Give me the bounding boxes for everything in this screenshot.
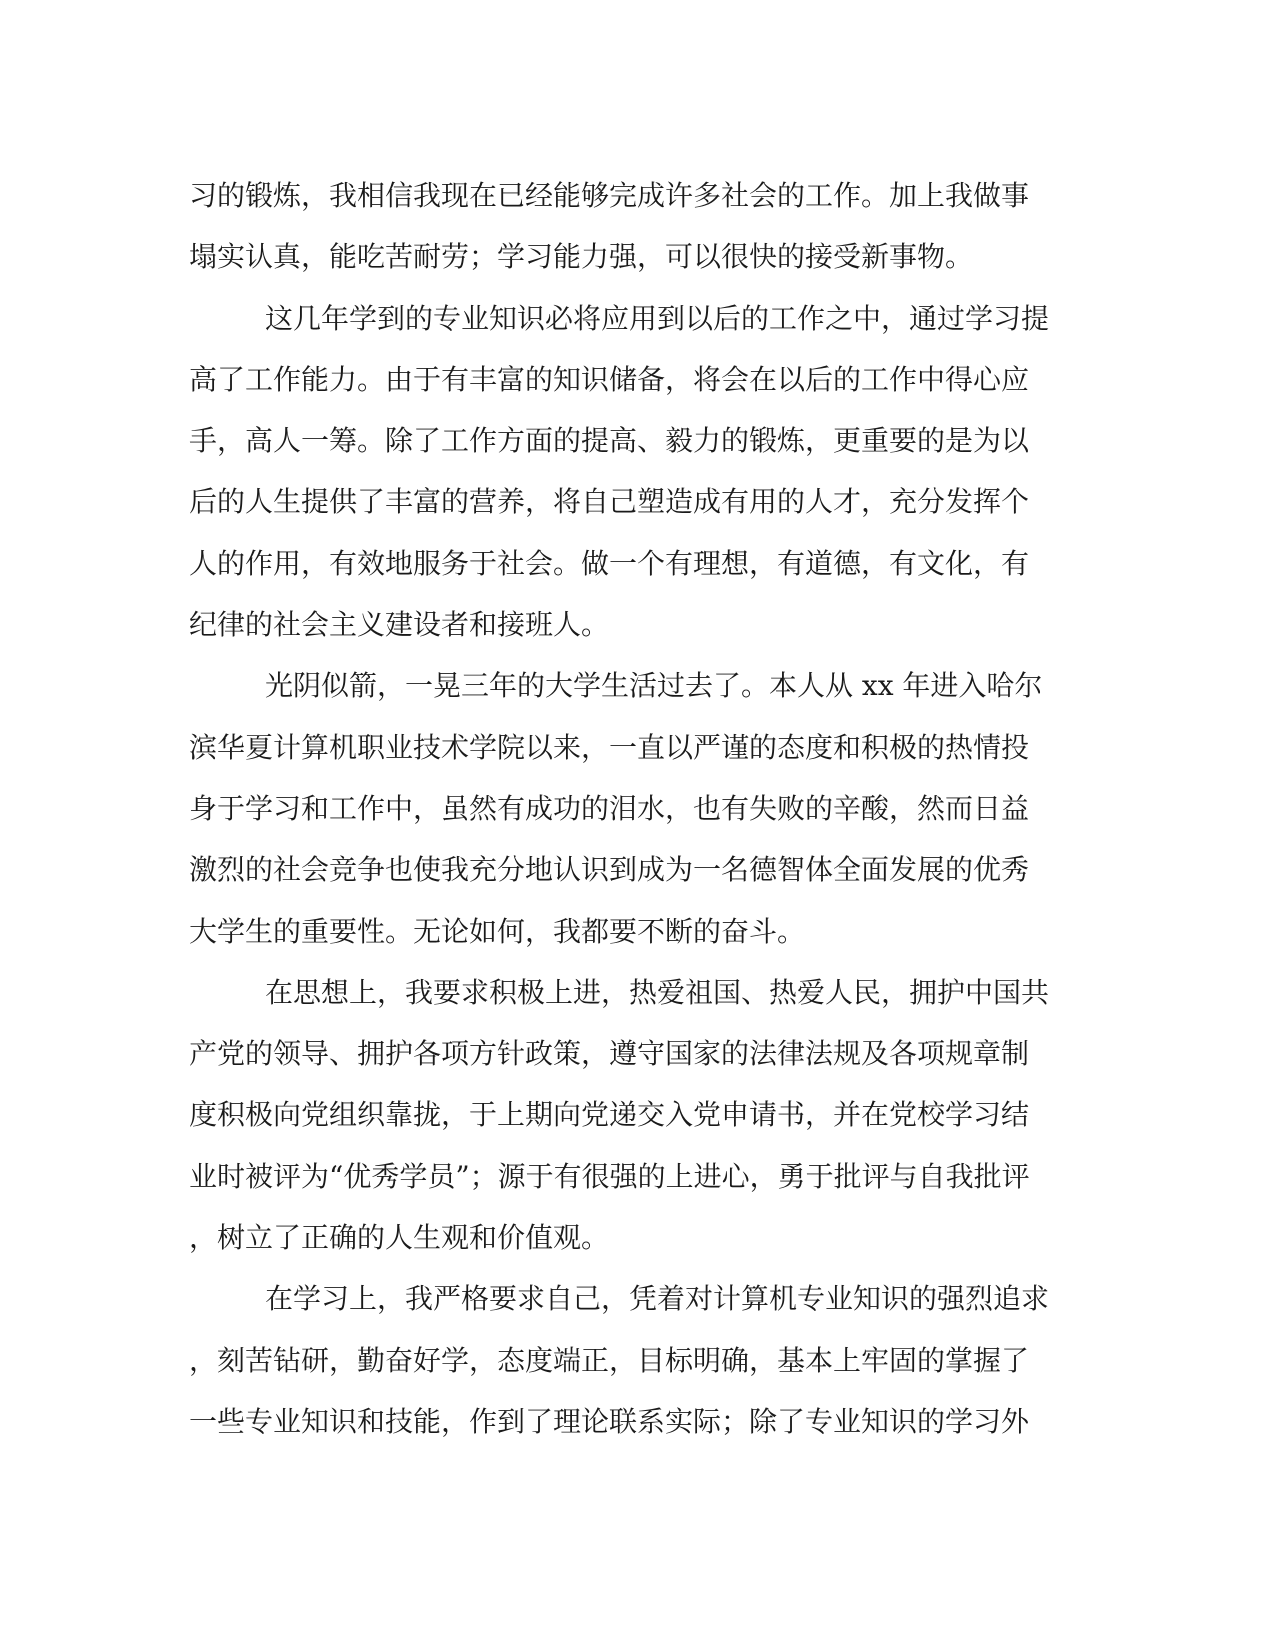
text-line: 业时被评为“优秀学员”；源于有很强的上进心，勇于批评与自我批评 [189,1159,1030,1193]
text-line: 大学生的重要性。无论如何，我都要不断的奋斗。 [189,914,806,948]
paragraph-start-line: 光阴似箭，一晃三年的大学生活过去了。本人从 xx 年进入哈尔 [265,669,1043,703]
text-line: ，刻苦钻研，勤奋好学，态度端正，目标明确，基本上牢固的掌握了 [189,1343,1030,1377]
text-line: ，树立了正确的人生观和价值观。 [189,1221,610,1255]
text-line: 度积极向党组织靠拢，于上期向党递交入党申请书，并在党校学习结 [189,1098,1030,1132]
text-line: 纪律的社会主义建设者和接班人。 [189,608,610,642]
text-line: 习的锻炼，我相信我现在已经能够完成许多社会的工作。加上我做事 [189,179,1030,212]
paragraph-start-line: 这几年学到的专业知识必将应用到以后的工作之中，通过学习提 [265,301,1050,335]
text-line: 塌实认真，能吃苦耐劳；学习能力强，可以很快的接受新事物。 [189,240,974,274]
text-line: 滨华夏计算机职业技术学院以来，一直以严谨的态度和积极的热情投 [189,730,1030,764]
text-line: 高了工作能力。由于有丰富的知识储备，将会在以后的工作中得心应 [189,362,1030,396]
text-line: 一些专业知识和技能，作到了理论联系实际；除了专业知识的学习外 [189,1404,1030,1438]
document-body [189,165,1089,1452]
text-line: 手，高人一筹。除了工作方面的提高、毅力的锻炼，更重要的是为以 [189,424,1030,458]
text-line: 人的作用，有效地服务于社会。做一个有理想，有道德，有文化，有 [189,546,1030,580]
paragraph-start-line: 在思想上，我要求积极上进，热爱祖国、热爱人民，拥护中国共 [265,975,1050,1009]
text-line: 后的人生提供了丰富的营养，将自己塑造成有用的人才，充分发挥个 [189,485,1030,519]
text-line: 产党的领导、拥护各项方针政策，遵守国家的法律法规及各项规章制 [189,1037,1030,1071]
text-line: 身于学习和工作中，虽然有成功的泪水，也有失败的辛酸，然而日益 [189,791,1030,825]
text-line: 激烈的社会竞争也使我充分地认识到成为一名德智体全面发展的优秀 [189,853,1030,887]
paragraph-start-line: 在学习上，我严格要求自己，凭着对计算机专业知识的强烈追求 [265,1282,1050,1316]
